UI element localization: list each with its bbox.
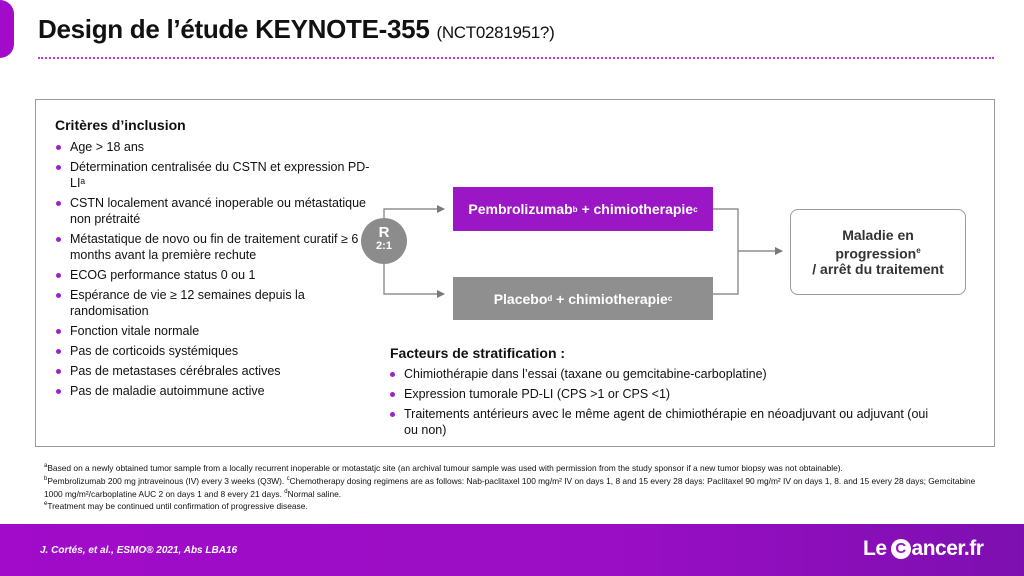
footnote-a-text: Based on a newly obtained tumor sample from a locally recurrent inoperable or motastatjc site (an archival tumour sample was used with permission from the study sponsor if a new tumor biopsy was not obtainable). — [47, 462, 843, 473]
footnote-e — [44, 499, 994, 512]
arm1-connector — [713, 209, 738, 294]
stratification-title: Facteurs de stratification : — [390, 345, 566, 361]
arm1-drug: Pembrolizumab — [468, 201, 573, 217]
footnote-c-marker: c — [286, 475, 290, 482]
footnote-a — [44, 461, 994, 474]
randomization-label: R — [378, 224, 390, 241]
list-item: Expression tumorale PD-LI (CPS >1 or CPS <1) — [389, 386, 929, 402]
arm1-suffix-sup: c — [693, 204, 698, 214]
footnote-d-marker: d — [284, 488, 288, 495]
list-item: Espérance de vie ≥ 12 semaines depuis la randomisation — [55, 287, 370, 319]
list-item: Pas de metastases cérébrales actives — [55, 363, 370, 379]
arm1-drug-sup: b — [572, 204, 578, 214]
logo-c-icon: C — [891, 539, 911, 559]
list-item: Traitements antérieurs avec le même agent de chimiothérapie en néoadjuvant ou adjuvant (oui ou non) — [389, 406, 929, 438]
logo-suffix: ancer.fr — [911, 537, 984, 560]
list-item: Pas de corticoids systémiques — [55, 343, 370, 359]
list-item: Métastatique de novo ou fin de traitement curatif ≥ 6 months avant la première rechute — [55, 231, 370, 263]
list-item: ECOG performance status 0 ou 1 — [55, 267, 370, 283]
citation: J. Cortés, et al., ESMO® 2021, Abs LBA16 — [40, 545, 238, 556]
footnote-e-marker: e — [44, 501, 48, 508]
outcome-box — [790, 209, 966, 295]
lecancer-logo[interactable] — [863, 537, 983, 561]
list-item: Fonction vitale normale — [55, 323, 370, 339]
arm-placebo — [453, 277, 713, 320]
footnote-a-marker: a — [44, 463, 48, 469]
list-item: Détermination centralisée du CSTN et expression PD-LIᵃ — [55, 159, 370, 191]
footnote-d-text: Normal saline. — [287, 488, 342, 499]
list-item: Age > 18 ans — [55, 139, 370, 155]
list-item: Pas de maladie autoimmune active — [55, 383, 370, 399]
outcome-line2-wrap — [791, 243, 965, 262]
outcome-line2: progression — [835, 245, 917, 262]
arrow-to-arm1 — [384, 209, 444, 220]
inclusion-title: Critères d’inclusion — [55, 117, 186, 133]
randomization-circle — [361, 218, 407, 264]
title-text: Design de l’étude KEYNOTE-355 — [38, 14, 430, 44]
footnote-e-text: Treatment may be continued until confirmation of progressive disease. — [47, 501, 308, 512]
outcome-line1: Maladie en — [842, 226, 914, 243]
footnote-c-text: Chemotherapy dosing regimens are as follows: Nab-paclitaxel 100 mg/m² IV on days 1, 8 and 15 every 28 days: Paclitaxel 90 mg/m² IV on days 1, 8. and 15 every 28 days; Gemcitabine 1000 mg/m²/carboplatine AUC 2 on days 1 and 8 every 21 days. — [44, 475, 976, 499]
list-item: CSTN localement avancé inoperable ou métastatique non prétraité — [55, 195, 370, 227]
outcome-line3: / arrêt du traitement — [812, 261, 944, 278]
footnote-bcd — [44, 474, 994, 500]
footnote-b-text: Pembrolizumab 200 mg jntraveinous (IV) every 3 weeks (Q3W). — [47, 475, 287, 486]
arm2-drug: Placebo — [493, 290, 548, 307]
arm1-suffix: + chimiotherapie — [577, 201, 694, 217]
outcome-line2-sup: e — [916, 245, 921, 255]
footnote-b-marker: b — [44, 475, 48, 482]
arrow-to-arm2 — [384, 262, 444, 294]
stratification-list — [389, 366, 929, 442]
list-item: Chimiothérapie dans l’essai (taxane ou gemcitabine-carboplatine) — [389, 366, 929, 382]
arm2-suffix-sup: c — [667, 294, 673, 303]
arm-pembrolizumab — [453, 187, 713, 231]
footnotes — [44, 461, 994, 512]
randomization-ratio: 2:1 — [376, 240, 392, 252]
arm2-suffix: + chimiotherapie — [552, 290, 668, 307]
arm2-drug-sup: d — [547, 294, 553, 303]
trial-code: (NCT0281951?) — [436, 23, 555, 42]
logo-prefix: Le — [863, 537, 887, 560]
